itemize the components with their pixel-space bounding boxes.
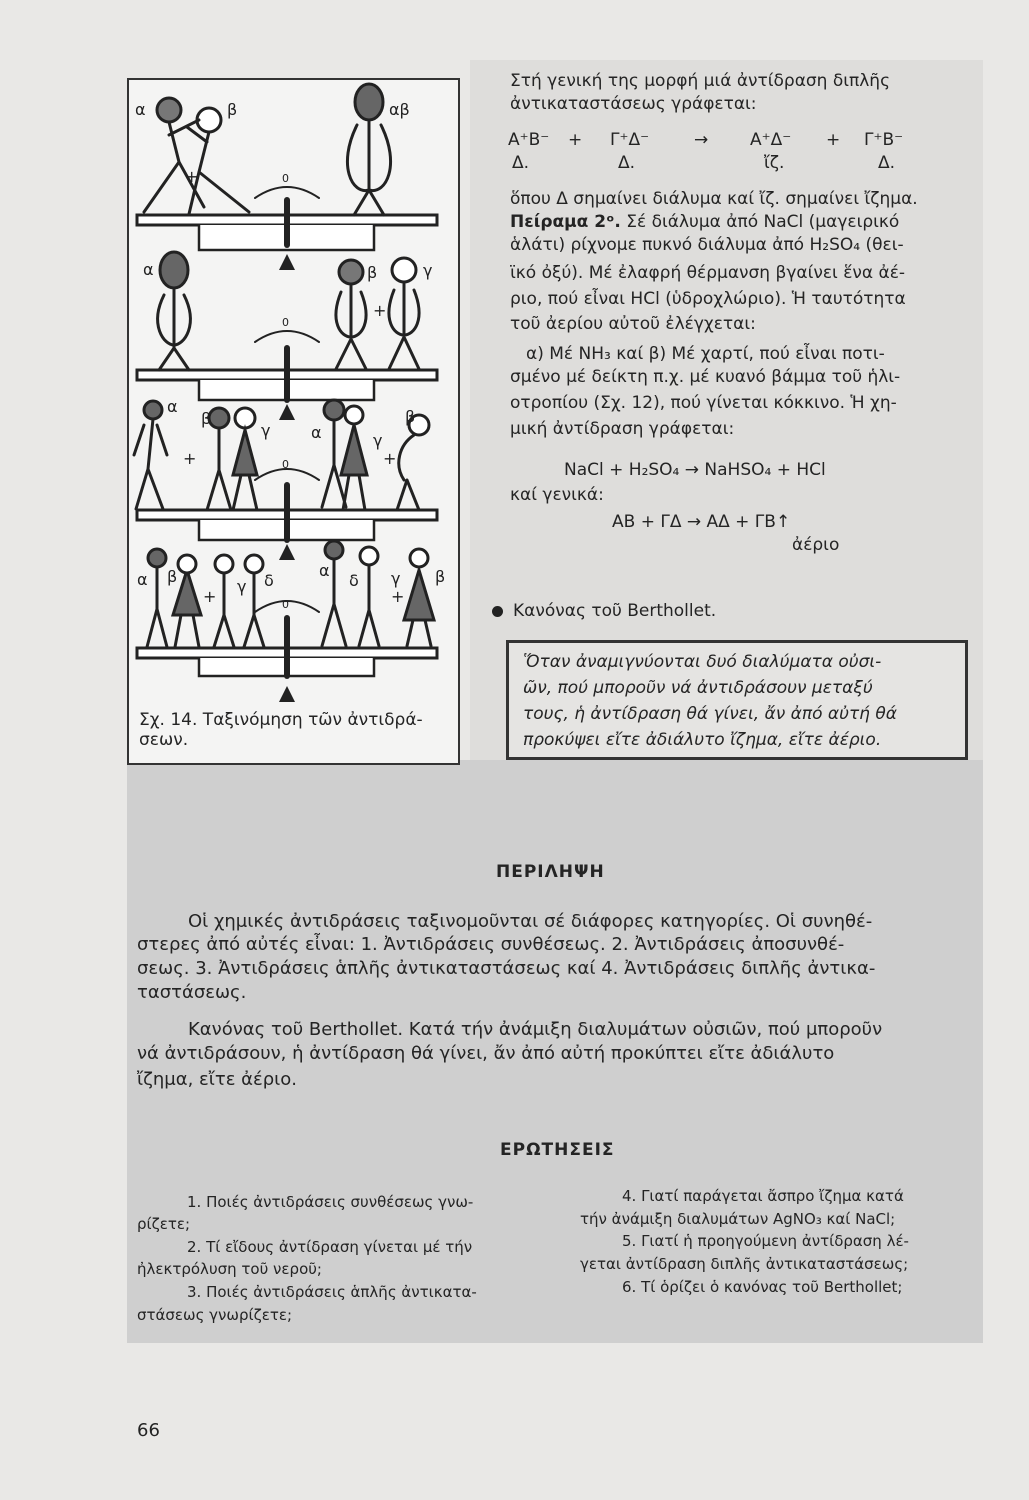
label-zero-r2: 0 bbox=[282, 316, 289, 329]
balance-row-2 bbox=[137, 252, 437, 420]
page-number: 66 bbox=[137, 1420, 160, 1441]
rule-line: προκύψει εἴτε ἀδιάλυτο ἴζημα, εἴτε ἀέριο. bbox=[523, 730, 882, 750]
berthollet-rule-box bbox=[506, 640, 968, 760]
eq-term: A⁺Δ⁻ bbox=[750, 130, 792, 150]
eq-term: + bbox=[568, 130, 583, 150]
experiment-label: Πείραμα 2ᵒ. bbox=[510, 212, 621, 232]
equation-general-gas: AB + ΓΔ → AΔ + ΓΒ↑ bbox=[612, 512, 791, 532]
balance-row-4 bbox=[137, 541, 437, 702]
label-g-r4b: γ bbox=[391, 569, 401, 588]
label-a-r3b: α bbox=[311, 423, 322, 442]
question-line: 4. Γιατί παράγεται ἄσπρο ἴζημα κατά bbox=[622, 1187, 904, 1205]
label-b-r3b: β bbox=[405, 407, 416, 426]
label-d-r4b: δ bbox=[349, 571, 359, 590]
summary-heading: ΠΕΡΙΛΗΨΗ bbox=[496, 862, 605, 882]
label-plus-r1: + bbox=[185, 167, 199, 186]
label-b-r4b: β bbox=[435, 567, 446, 586]
label-plus-r4: + bbox=[203, 587, 217, 606]
text-line: α) Μέ NH₃ καί β) Μέ χαρτί, πού εἶναι ποτι- bbox=[526, 344, 885, 364]
intro-line: ἀντικαταστάσεως γράφεται: bbox=[510, 94, 757, 114]
label-a-r4: α bbox=[137, 570, 148, 589]
eq-term: Γ⁺Δ⁻ bbox=[610, 130, 650, 150]
eq-term: A⁺B⁻ bbox=[508, 130, 550, 150]
text-line: τοῦ ἀερίου αὐτοῦ ἐλέγχεται: bbox=[510, 314, 756, 334]
text-line: ὅπου Δ σημαίνει διάλυμα καί ἴζ. σημαίνει ἴζημα. bbox=[510, 189, 918, 209]
label-g-r3b: γ bbox=[373, 431, 383, 450]
label-plus-r3: + bbox=[183, 449, 197, 468]
questions-heading: ΕΡΩΤΗΣΕΙΣ bbox=[500, 1140, 615, 1160]
caption-line: Σχ. 14. Ταξινόμηση τῶν ἀντιδρά- bbox=[139, 710, 423, 730]
label-a-r4b: α bbox=[319, 561, 330, 580]
summary-line: Οἱ χημικές ἀντιδράσεις ταξινομοῦνται σέ διάφορες κατηγορίες. Οἱ συνηθέ- bbox=[188, 911, 873, 932]
eq-state: ἴζ. bbox=[764, 153, 785, 173]
question-line: 3. Ποιές ἀντιδράσεις ἁπλῆς ἀντικατα- bbox=[187, 1283, 477, 1301]
label-g-r4: γ bbox=[237, 577, 247, 596]
label-plus-r4b: + bbox=[391, 587, 405, 606]
question-line: ρίζετε; bbox=[137, 1215, 191, 1233]
eq-state: Δ. bbox=[618, 153, 636, 173]
balance-row-3 bbox=[134, 400, 437, 560]
text-line: σμένο μέ δείκτη π.χ. μέ κυανό βάμμα τοῦ ἡλι- bbox=[510, 367, 901, 387]
experiment-line bbox=[510, 211, 899, 234]
question-line: στάσεως γνωρίζετε; bbox=[137, 1306, 293, 1324]
text-line: Σέ διάλυμα ἀπό NaCl (μαγειρικό bbox=[626, 212, 900, 232]
summary-line: ταστάσεως. bbox=[137, 982, 247, 1003]
text-line: ριο, πού εἶναι HCl (ὑδροχλώριο). Ἡ ταυτότητα bbox=[510, 289, 906, 309]
label-ab-r1: αβ bbox=[389, 100, 410, 119]
label-a-r3: α bbox=[167, 397, 178, 416]
label-plus-r2: + bbox=[373, 301, 387, 320]
question-line: γεται ἀντίδραση διπλῆς ἀντικαταστάσεως; bbox=[580, 1255, 909, 1273]
question-line: 1. Ποιές ἀντιδράσεις συνθέσεως γνω- bbox=[187, 1193, 474, 1211]
figure-caption bbox=[139, 710, 449, 750]
rule-line: ῶν, πού μποροῦν νά ἀντιδράσουν μεταξύ bbox=[523, 678, 873, 698]
intro-line: Στή γενική της μορφή μιά ἀντίδραση διπλῆς bbox=[510, 71, 891, 91]
eq-arrow: → bbox=[694, 130, 709, 150]
label-zero-r1: 0 bbox=[282, 172, 289, 185]
question-line: 6. Τί ὁρίζει ὁ κανόνας τοῦ Berthollet; bbox=[622, 1278, 903, 1296]
label-a-r2: α bbox=[143, 260, 154, 279]
bullet-icon bbox=[492, 606, 503, 617]
rule-line: Ὅταν ἀναμιγνύονται δυό διαλύματα οὐσι- bbox=[523, 652, 882, 672]
label-b-r1: β bbox=[227, 100, 238, 119]
rule-title-line bbox=[492, 600, 716, 623]
label-a-r1: α bbox=[135, 100, 146, 119]
question-line: 5. Γιατί ἡ προηγούμενη ἀντίδραση λέ- bbox=[622, 1232, 909, 1250]
label-plus-r3b: + bbox=[383, 449, 397, 468]
gas-label: ἀέριο bbox=[792, 535, 840, 555]
text-line: μική ἀντίδραση γράφεται: bbox=[510, 419, 735, 439]
question-line: τήν ἀνάμιξη διαλυμάτων AgNO₃ καί NaCl; bbox=[580, 1210, 896, 1228]
text-line: οτροπίου (Σχ. 12), πού γίνεται κόκκινο. Ἡ χη- bbox=[510, 393, 897, 413]
eq-term: + bbox=[826, 130, 841, 150]
eq-term: Γ⁺B⁻ bbox=[864, 130, 904, 150]
label-zero-r4: 0 bbox=[282, 598, 289, 611]
label-g-r3: γ bbox=[261, 421, 271, 440]
balance-illustration bbox=[129, 80, 458, 705]
label-b-r2: β bbox=[367, 263, 378, 282]
eq-state: Δ. bbox=[878, 153, 896, 173]
label-d-r4: δ bbox=[264, 571, 274, 590]
general-label: καί γενικά: bbox=[510, 485, 604, 505]
text-line: ϊκό ὀξύ). Μέ ἐλαφρή θέρμανση βγαίνει ἕνα ἀέ- bbox=[510, 263, 906, 283]
label-b-r3: β bbox=[201, 409, 212, 428]
rule-line: τους, ἡ ἀντίδραση θά γίνει, ἄν ἀπό αὐτή θά bbox=[523, 704, 897, 724]
label-zero-r3: 0 bbox=[282, 458, 289, 471]
rule-title: Κανόνας τοῦ Berthollet. bbox=[513, 601, 717, 621]
caption-line: σεων. bbox=[139, 730, 189, 750]
equation-nacl: NaCl + H₂SO₄ → NaHSO₄ + HCl bbox=[564, 460, 826, 480]
summary-line: σεως. 3. Ἀντιδράσεις ἁπλῆς ἀντικαταστάσεως καί 4. Ἀντιδράσεις διπλῆς ἀντικα- bbox=[137, 958, 876, 979]
summary-line: ἴζημα, εἴτε ἀέριο. bbox=[137, 1069, 298, 1090]
label-b-r4: β bbox=[167, 567, 178, 586]
summary-line: νά ἀντιδράσουν, ἡ ἀντίδραση θά γίνει, ἄν ἀπό αὐτή προκύπτει εἴτε ἀδιάλυτο bbox=[137, 1043, 835, 1064]
text-line: ἁλάτι) ρίχνομε πυκνό διάλυμα ἀπό H₂SO₄ (θει- bbox=[510, 235, 904, 255]
question-line: ἠλεκτρόλυση τοῦ νεροῦ; bbox=[137, 1260, 322, 1278]
label-g-r2: γ bbox=[423, 261, 433, 280]
summary-line: στερες ἀπό αὐτές εἶναι: 1. Ἀντιδράσεις συνθέσεως. 2. Ἀντιδράσεις ἀποσυνθέ- bbox=[137, 934, 845, 955]
figure-14 bbox=[127, 78, 460, 765]
summary-line: Κανόνας τοῦ Berthollet. Κατά τήν ἀνάμιξη διαλυμάτων οὐσιῶν, πού μποροῦν bbox=[188, 1019, 883, 1040]
question-line: 2. Τί εἴδους ἀντίδραση γίνεται μέ τήν bbox=[187, 1238, 473, 1256]
rule-text bbox=[523, 649, 958, 753]
eq-state: Δ. bbox=[512, 153, 530, 173]
